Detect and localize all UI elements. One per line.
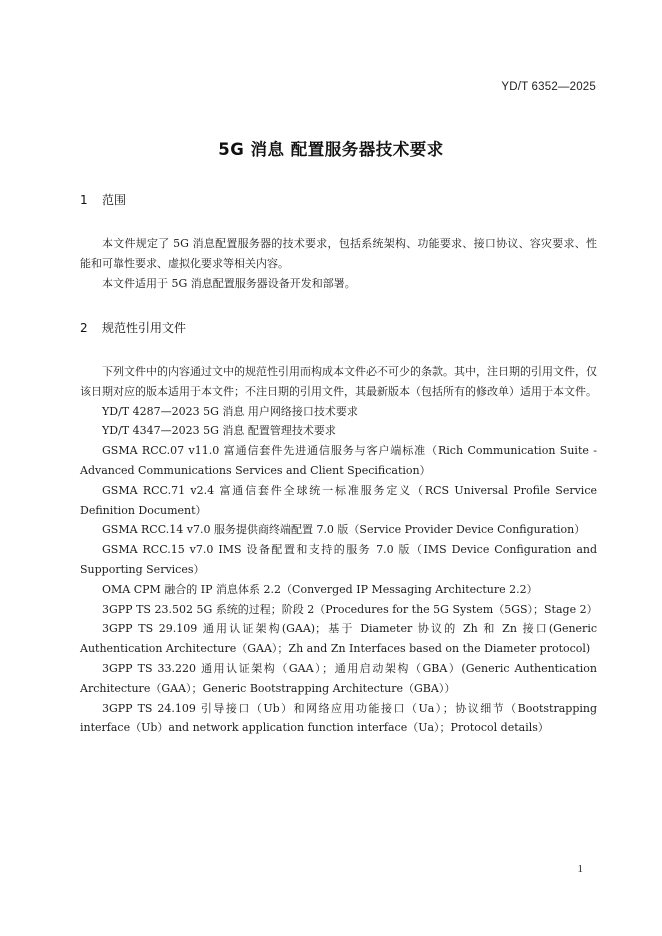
section-1-number: 1 — [80, 193, 88, 207]
reference-item: 3GPP TS 33.220 通用认证架构（GAA）；通用启动架构（GBA）(Generic Authentication Architecture（GAA）；Generic Bootstrapping Architecture（GBA）） — [80, 661, 597, 695]
reference-item: GSMA RCC.71 v2.4 富通信套件全球统一标准服务定义（RCS Universal Profile Service Definition Document） — [80, 483, 597, 517]
section-2-heading — [80, 319, 186, 336]
reference-item: OMA CPM 融合的 IP 消息体系 2.2（Converged IP Messaging Architecture 2.2） — [102, 582, 538, 596]
section-1-title: 范围 — [102, 193, 127, 207]
reference-item: GSMA RCC.07 v11.0 富通信套件先进通信服务与客户端标准（Rich Communication Suite -Advanced Communications Services and Client Specification） — [80, 444, 597, 477]
scope-paragraph: 本文件适用于 5G 消息配置服务器设备开发和部署。 — [102, 276, 356, 290]
reference-item: GSMA RCC.15 v7.0 IMS 设备配置和支持的服务 7.0 版（IMS Device Configuration and Supporting Services） — [80, 543, 597, 576]
reference-item: 3GPP TS 23.502 5G 系统的过程；阶段 2（Procedures for the 5G System（5GS）；Stage 2） — [102, 602, 598, 616]
section-1-heading — [80, 191, 126, 208]
section-2-number: 2 — [80, 321, 88, 335]
section-2-body — [80, 362, 597, 738]
reference-item: GSMA RCC.14 v7.0 服务提供商终端配置 7.0 版（Service Provider Device Configuration） — [102, 523, 586, 537]
document-code: YD/T 6352—2025 — [501, 81, 596, 93]
page-title: 5G 消息 配置服务器技术要求 — [218, 140, 444, 159]
section-1-body — [80, 234, 597, 293]
scope-paragraph: 本文件规定了 5G 消息配置服务器的技术要求，包括系统架构、功能要求、接口协议、容灾要求、性能和可靠性要求、虚拟化要求等相关内容。 — [80, 237, 597, 270]
reference-item: 3GPP TS 29.109 通用认证架构(GAA)；基于 Diameter 协议的 Zh 和 Zn 接口(Generic Authentication Architecture（GAA）；Zh and Zn Interfaces based on the Diameter protocol) — [80, 622, 597, 656]
section-2-title: 规范性引用文件 — [102, 321, 187, 335]
reference-item: 3GPP TS 24.109 引导接口（Ub）和网络应用功能接口（Ua）；协议细节（Bootstrapping interface（Ub）and network application function interface（Ua）；Protocol details） — [80, 701, 597, 735]
page-number: 1 — [577, 863, 583, 875]
reference-item: YD/T 4287—2023 5G 消息 用户网络接口技术要求 — [102, 404, 358, 418]
reference-item: YD/T 4347—2023 5G 消息 配置管理技术要求 — [102, 424, 336, 438]
references-intro: 下列文件中的内容通过文中的规范性引用而构成本文件必不可少的条款。其中，注日期的引用文件，仅该日期对应的版本适用于本文件；不注日期的引用文件，其最新版本（包括所有的修改单）适用于本文件。 — [80, 365, 597, 398]
